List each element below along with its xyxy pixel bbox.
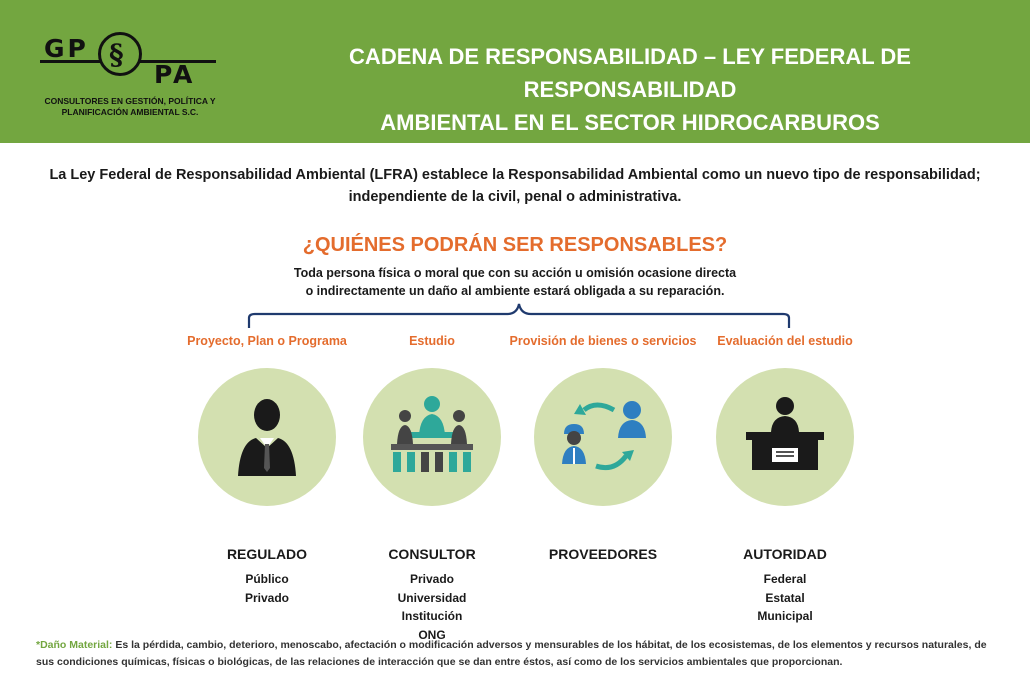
- role-item: Federal: [763, 572, 807, 586]
- logo-letters: [44, 34, 196, 89]
- role-items: [332, 570, 532, 644]
- logo-subtitle-line2: PLANIFICACIÓN AMBIENTAL S.C.: [61, 107, 199, 117]
- role-item: Universidad: [397, 590, 467, 605]
- footnote: [36, 637, 1006, 671]
- logo-letters-left: GP: [44, 34, 89, 63]
- role-title: AUTORIDAD: [743, 546, 827, 562]
- logo-swirl-icon: §: [109, 38, 124, 71]
- intro-line1: La Ley Federal de Responsabilidad Ambiental (LFRA) establece la Responsabilidad Ambiental como un nuevo tipo de responsabilidad;: [49, 167, 981, 183]
- logo-subtitle: [40, 96, 220, 118]
- logo-subtitle-line1: CONSULTORES EN GESTIÓN, POLÍTICA Y: [44, 96, 216, 106]
- intro-line2: independiente de la civil, penal o administrativa.: [348, 189, 682, 205]
- column-proveedores: [503, 334, 703, 562]
- role-item: Público: [245, 572, 289, 586]
- column-label: Evaluación del estudio: [717, 334, 853, 348]
- role-title: REGULADO: [226, 546, 308, 562]
- role-item: Municipal: [757, 609, 813, 623]
- role-items: [685, 570, 885, 626]
- meeting-icon: [363, 368, 501, 506]
- footnote-label: *Daño Material:: [36, 639, 113, 651]
- businessman-icon: [198, 368, 336, 506]
- role-title: CONSULTOR: [388, 546, 476, 562]
- authority-desk-icon: [716, 368, 854, 506]
- description-line1: Toda persona física o moral que con su acción u omisión ocasione directa: [293, 266, 737, 280]
- column-label: Proyecto, Plan o Programa: [187, 334, 347, 348]
- gppa-logo: [36, 30, 216, 120]
- role-item: Privado: [244, 590, 289, 605]
- role-item: Privado: [409, 572, 454, 586]
- column-label: Provisión de bienes o servicios: [509, 334, 697, 348]
- header-banner: [0, 0, 1030, 143]
- responsibility-description: [0, 264, 1030, 300]
- page-title-line1: CADENA DE RESPONSABILIDAD – LEY FEDERAL DE RESPONSABILIDAD: [349, 44, 911, 102]
- column-label: Estudio: [409, 334, 455, 348]
- exchange-icon: [534, 368, 672, 506]
- role-item: ONG: [418, 627, 446, 642]
- page-title: [250, 40, 1010, 139]
- logo-letters-right: PA: [154, 60, 196, 89]
- column-autoridad: [685, 334, 885, 626]
- description-line2: o indirectamente un daño al ambiente estará obligada a su reparación.: [305, 284, 725, 298]
- role-title: PROVEEDORES: [548, 546, 658, 562]
- page-title-line2: AMBIENTAL EN EL SECTOR HIDROCARBUROS: [380, 110, 880, 135]
- role-item: Institución: [401, 609, 463, 623]
- curly-brace: [245, 300, 793, 332]
- footnote-text: Es la pérdida, cambio, deterioro, menoscabo, afectación o modificación adversos y mensurables de los hábitat, de los ecosistemas, de los elementos y recursos naturales, de sus condiciones químicas, físicas o biológicas, de las relaciones de interacción que se dan entre éstos, así como de los servicios ambientales que proporcionan.: [36, 639, 987, 668]
- role-item: Estatal: [765, 590, 805, 605]
- column-consultor: [332, 334, 532, 644]
- intro-text: [0, 164, 1030, 208]
- question-heading: ¿QUIÉNES PODRÁN SER RESPONSABLES?: [302, 234, 728, 256]
